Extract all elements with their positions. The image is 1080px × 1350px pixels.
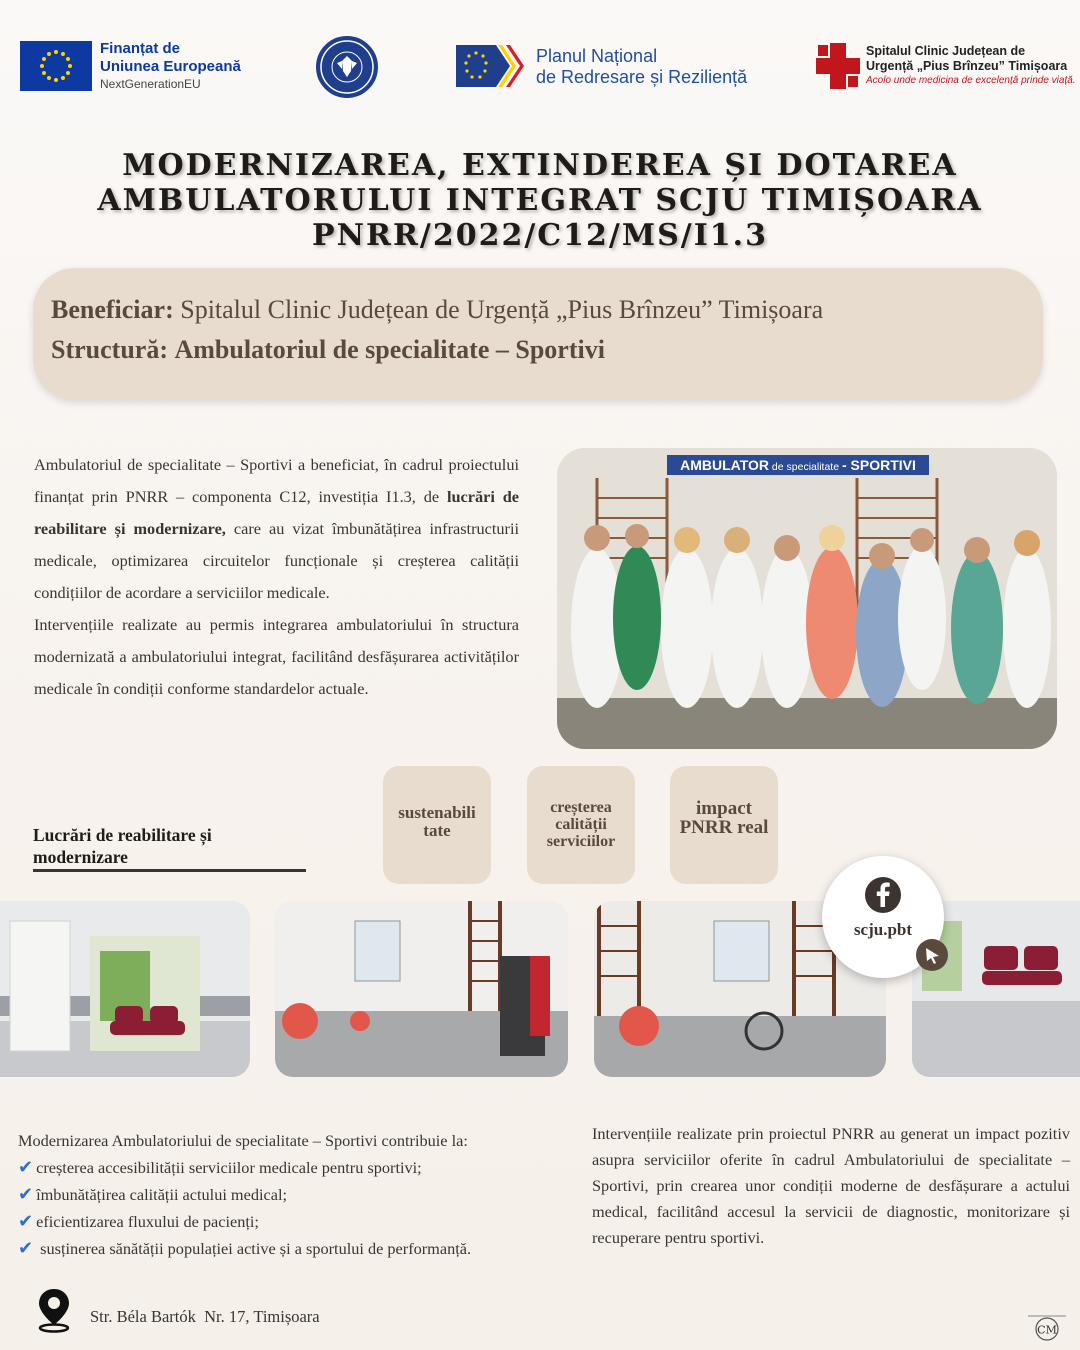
banner-end: - SPORTIVI (841, 457, 916, 473)
eu-line-1: Finanțat de (100, 40, 181, 57)
pnrr-line-1: Planul Național (536, 46, 658, 66)
benefit-item (18, 1235, 540, 1262)
pill-1-line-1: sustenabili (398, 803, 476, 822)
pill-3-line-2: PNRR real (679, 817, 769, 838)
check-icon: ✔ (18, 1238, 34, 1258)
pill-2-line-3: serviciilor (546, 833, 616, 850)
section-title-line-1: Lucrări de reabilitare și (33, 825, 212, 845)
section-underline (33, 869, 306, 872)
beneficiary-value: Spitalul Clinic Județean de Urgență „Pius Brînzeu” Timișoara (180, 295, 824, 324)
benefit-text: creșterea accesibilității serviciilor medicale pentru sportivi; (36, 1158, 422, 1177)
structure-value: Ambulatoriul de specialitate – Sportivi (174, 335, 605, 364)
address-text: Str. Béla Bartók Nr. 17, Timișoara (90, 1307, 320, 1326)
pill-2-line-2: calității (555, 816, 607, 833)
check-icon: ✔ (18, 1157, 34, 1177)
benefit-item (18, 1154, 540, 1181)
romanian-government-seal-icon (316, 36, 378, 98)
intro-p1-start: Ambulatoriul de specialitate – Sportivi a beneficiat, în cadrul proiectului finanțat prin PNRR – componenta C12, investiția I1.3, de (34, 455, 519, 506)
eu-flag-icon (20, 41, 92, 91)
benefits-list (18, 1128, 540, 1262)
eu-funding-label (100, 40, 241, 92)
pnrr-label (536, 46, 747, 88)
designer-mark-logo (1026, 1312, 1068, 1342)
team-photo (557, 448, 1057, 749)
pill-2-line-1: creșterea (550, 799, 612, 816)
check-icon: ✔ (18, 1184, 34, 1204)
intro-p1-bold: lucrări de reabilitare și modernizare, (34, 487, 520, 538)
page-title (40, 148, 1040, 253)
intro-text (34, 449, 519, 705)
designer-mark-text: CM (1037, 1323, 1057, 1337)
pill-3-line-1: impact (696, 798, 752, 819)
benefit-text: îmbunătățirea calității actului medical; (36, 1185, 287, 1204)
pill-impact (670, 766, 778, 884)
benefit-text: eficientizarea fluxului de pacienți; (36, 1212, 259, 1231)
eu-line-2: Uniunea Europeană (100, 58, 241, 75)
banner-small: de specialitate (769, 461, 842, 473)
hospital-cross-logo-icon (816, 43, 860, 89)
benefit-item (18, 1208, 540, 1235)
title-line-1: MODERNIZAREA, EXTINDEREA ȘI DOTAREA (122, 148, 958, 183)
facebook-icon (864, 876, 902, 914)
benefits-intro: Modernizarea Ambulatoriului de specialitate – Sportivi contribuie la: (18, 1131, 468, 1150)
pnrr-line-2: de Redresare și Reziliență (536, 67, 748, 87)
structure-row (51, 330, 1043, 370)
title-line-3: PNRR/2022/C12/MS/I1.3 (312, 218, 768, 253)
team-photo-banner (667, 455, 929, 475)
beneficiary-row (51, 290, 1043, 330)
benefit-text: susținerea sănătății populației active și a sportului de performanță. (40, 1239, 472, 1258)
pill-quality (527, 766, 635, 884)
banner-main: AMBULATOR (680, 457, 770, 473)
gallery-photo-hallway (0, 901, 250, 1077)
structure-label: Structură: (51, 335, 168, 364)
intro-paragraph-1 (34, 449, 519, 609)
title-line-2: AMBULATORULUI INTEGRAT SCJU TIMIȘOARA (97, 183, 983, 218)
facebook-handle[interactable]: scju.pbt (853, 920, 913, 939)
intro-paragraph-2: Intervențiile realizate au permis integrarea ambulatoriului în structura modernizată a ambulatoriului integrat, facilitând desfășurarea activităților medicale în condiții conforme standardelor actuale. (34, 615, 519, 698)
location-pin-icon (36, 1287, 72, 1333)
hospital-line-2: Urgență „Pius Brînzeu” Timișoara (866, 59, 1068, 73)
hospital-tagline: Acolo unde medicina de excelență prinde viață. (866, 75, 1076, 86)
benefit-item (18, 1181, 540, 1208)
pnrr-logo-icon (456, 45, 528, 87)
intro-p1-end: care au vizat îmbunătățirea infrastructurii medicale, optimizarea circuitelor funcționale și creșterea calității condițiilor de acordare a serviciilor medicale. (34, 519, 520, 602)
hospital-line-1: Spitalul Clinic Județean de (866, 44, 1026, 58)
gallery-photo-gym-1 (275, 901, 568, 1077)
impact-paragraph: Intervențiile realizate prin proiectul PNRR au generat un impact pozitiv asupra serviciilor oferite în cadrul Ambulatoriului de specialitate – Sportivi, prin crearea unor condiții moderne de desfășurare a actului medical, facilitând accesul la servicii de diagnostic, monitorizare și recuperare pentru sportivi. (592, 1124, 1070, 1247)
beneficiary-label: Beneficiar: (51, 295, 174, 324)
hospital-logo-label (866, 44, 1076, 88)
check-icon: ✔ (18, 1211, 34, 1231)
beneficiary-box (33, 268, 1043, 400)
section-title-line-2: modernizare (33, 847, 128, 867)
cursor-click-icon (916, 939, 948, 971)
section-title (33, 824, 212, 868)
eu-line-3: NextGenerationEU (100, 77, 201, 91)
pill-1-line-2: tate (423, 821, 451, 840)
pill-sustainability (383, 766, 491, 884)
